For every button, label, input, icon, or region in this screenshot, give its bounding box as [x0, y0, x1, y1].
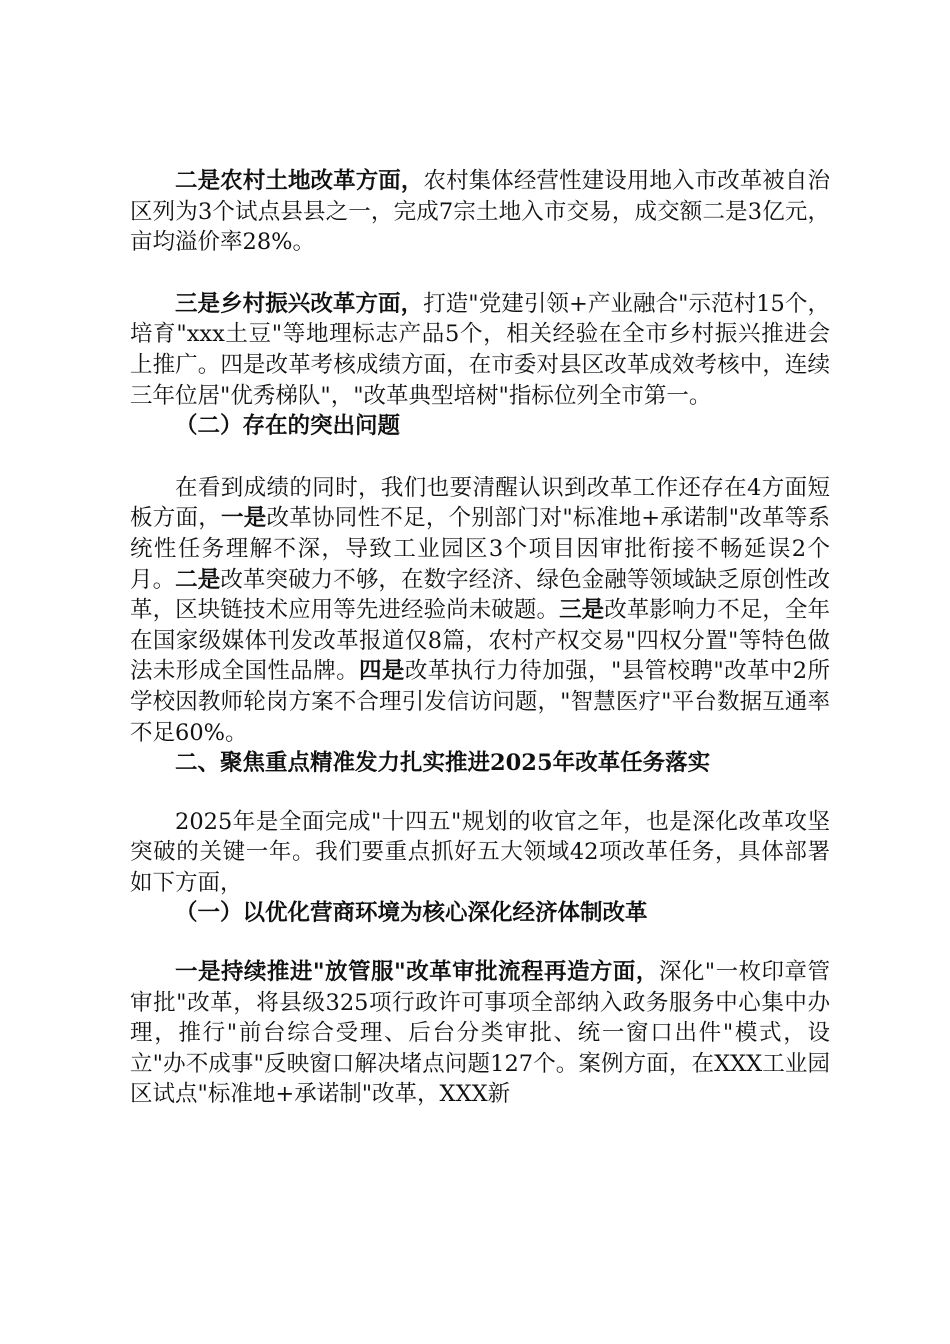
paragraph-body: 改革突破力不够，在数字经济、绿色金融等领域缺乏原创性改革，区块链技术应用等先进经验尚未破题。 — [130, 566, 830, 624]
paragraph-body: 改革执行力待加强，"县管校聘"改革中2所学校因教师轮岗方案不合理引发信访问题，"智慧医疗"平台数据互通率不足60%。 — [130, 658, 830, 746]
paragraph-body: 农村集体经营性建设用地入市改革被自治区列为3个试点县县之一，完成7宗土地入市交易，成交额二是3亿元，亩均溢价率28%。 — [130, 168, 830, 256]
inline-bold-marker: 四是 — [359, 658, 405, 685]
paragraph-lead: 二是农村土地改革方面， — [175, 168, 424, 194]
paragraph-body: 深化"一枚印章管审批"改革，将县级325项行政许可事项全部纳入政务服务中心集中办理，推行"前台综合受理、后台分类审批、统一窗口出件"模式，设立"办不成事"反映窗口解决堵点问题127个。案例方面，在XXX工业园区试点"标准地+承诺制"改革，XXX新 — [130, 959, 830, 1108]
section-heading-business-environment: （一）以优化营商环境为核心深化经济体制改革 — [175, 900, 648, 927]
paragraph-body: 打造"党建引领+产业融合"示范村15个，培育"xxx土豆"等地理标志产品5个，相关经验在全市乡村振兴推进会上推广。四是改革考核成绩方面，在市委对县区改革成效考核中，连续三年位居"优秀梯队"，"改革典型培树"指标位列全市第一。 — [130, 290, 830, 409]
document-page — [130, 166, 830, 1110]
inline-bold-marker: 三是 — [559, 597, 605, 624]
inline-bold-marker: 一是 — [221, 505, 267, 532]
paragraph-lead: 一是持续推进"放管服"改革审批流程再造方面， — [175, 959, 659, 986]
paragraph-approval-reform — [130, 957, 830, 1110]
paragraph-2025-overview: 2025年是全面完成"十四五"规划的收官之年，也是深化改革攻坚突破的关键一年。我们要重点抓好五大领域42项改革任务，具体部署如下方面， — [130, 808, 830, 896]
paragraph-body: 改革影响力不足，全年在国家级媒体刊发改革报道仅8篇，农村产权交易"四权分置"等特色做法未形成全国性品牌。 — [130, 597, 830, 685]
paragraph-problems — [130, 473, 830, 748]
section-heading-2025-tasks: 二、聚焦重点精准发力扎实推进2025年改革任务落实 — [175, 750, 711, 777]
section-heading-problems: （二）存在的突出问题 — [175, 413, 401, 440]
paragraph-body: 在看到成绩的同时，我们也要清醒认识到改革工作还存在4方面短板方面， — [130, 474, 830, 532]
paragraph-rural-revitalization — [130, 289, 830, 411]
paragraph-body: 改革协同性不足，个别部门对"标准地+承诺制"改革等系统性任务理解不深，导致工业园区3个项目因审批衔接不畅延误2个月。 — [130, 505, 830, 593]
paragraph-rural-land-reform — [130, 166, 830, 258]
inline-bold-marker: 二是 — [175, 566, 221, 593]
paragraph-lead: 三是乡村振兴改革方面， — [175, 290, 424, 317]
